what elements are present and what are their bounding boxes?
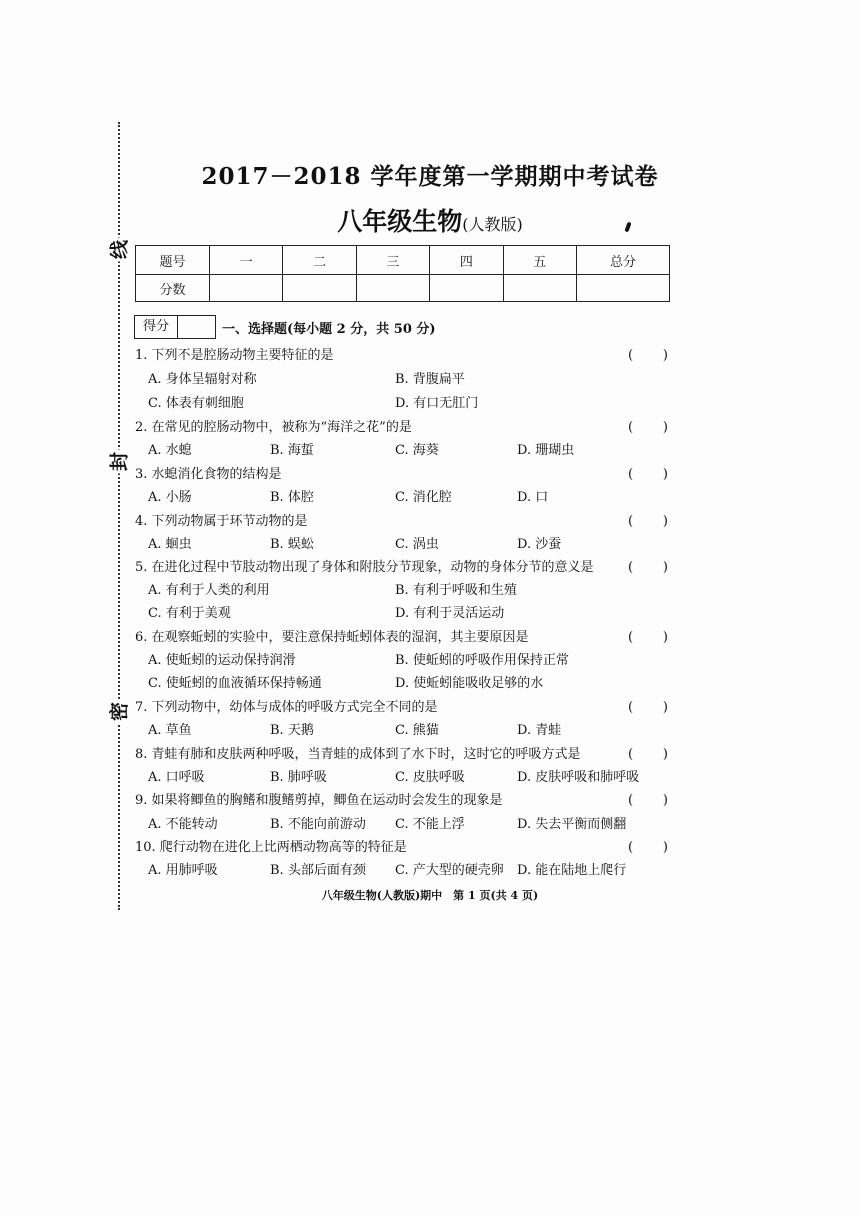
section-score-label: 得分 xyxy=(135,316,178,338)
answer-option: C. 熊猫 xyxy=(395,723,439,738)
option-row xyxy=(0,370,860,390)
edition-label: (人教版) xyxy=(462,215,523,234)
answer-option: C. 不能上浮 xyxy=(395,817,465,832)
question-stem-line xyxy=(0,558,860,578)
question-stem: 1. 下列不是腔肠动物主要特征的是 xyxy=(135,348,334,363)
score-table-header-row xyxy=(136,246,670,275)
answer-option: C. 使蚯蚓的血液循环保持畅通 xyxy=(148,676,322,691)
subject-name: 八年级生物 xyxy=(337,207,463,236)
answer-option: A. 口呼吸 xyxy=(148,770,205,785)
score-cell[interactable] xyxy=(503,275,576,302)
answer-option: B. 背腹扁平 xyxy=(395,372,465,387)
answer-option: A. 有利于人类的利用 xyxy=(148,583,270,598)
answer-option: C. 皮肤呼吸 xyxy=(395,770,465,785)
binding-mark-xian: 线 xyxy=(105,238,132,262)
question-stem: 9. 如果将鲫鱼的胸鳍和腹鳍剪掉，鲫鱼在运动时会发生的现象是 xyxy=(135,793,503,808)
answer-option: B. 头部后面有颈 xyxy=(270,863,366,878)
option-row xyxy=(0,488,860,508)
question-stem-line xyxy=(0,465,860,485)
answer-option: C. 海葵 xyxy=(395,443,439,458)
score-label: 分数 xyxy=(136,275,210,302)
answer-option: B. 体腔 xyxy=(270,490,314,505)
answer-option: A. 蛔虫 xyxy=(148,537,192,552)
answer-option: D. 失去平衡而侧翻 xyxy=(517,817,627,832)
score-cell[interactable] xyxy=(430,275,503,302)
option-row xyxy=(0,394,860,414)
question-stem: 8. 青蛙有肺和皮肤两种呼吸，当青蛙的成体到了水下时，这时它的呼吸方式是 xyxy=(135,747,581,762)
option-row xyxy=(0,441,860,461)
question-stem-line xyxy=(0,791,860,811)
answer-option: A. 小肠 xyxy=(148,490,192,505)
binding-mark-mi: 密 xyxy=(105,700,132,724)
option-row xyxy=(0,604,860,624)
answer-option: B. 使蚯蚓的呼吸作用保持正常 xyxy=(395,653,569,668)
score-col-4: 四 xyxy=(430,246,503,275)
answer-option: C. 消化腔 xyxy=(395,490,452,505)
score-table-score-row xyxy=(136,275,670,302)
answer-option: B. 有利于呼吸和生殖 xyxy=(395,583,517,598)
question-stem-line xyxy=(0,418,860,438)
answer-option: C. 有利于美观 xyxy=(148,606,231,621)
question-stem: 5. 在进化过程中节肢动物出现了身体和附肢分节现象，动物的身体分节的意义是 xyxy=(135,560,594,575)
section-heading: 一、选择题(每小题 2 分，共 50 分) xyxy=(222,322,436,337)
question-stem: 7. 下列动物中，幼体与成体的呼吸方式完全不同的是 xyxy=(135,700,438,715)
exam-subtitle xyxy=(0,202,860,238)
question-stem: 3. 水螅消化食物的结构是 xyxy=(135,467,282,482)
section-score-cell[interactable] xyxy=(178,316,215,338)
answer-option: A. 身体呈辐射对称 xyxy=(148,372,257,387)
answer-option: D. 口 xyxy=(517,490,549,505)
score-table xyxy=(135,245,670,302)
question-stem-line xyxy=(0,346,860,366)
answer-option: A. 不能转动 xyxy=(148,817,218,832)
question-stem-line xyxy=(0,698,860,718)
question-stem: 10. 爬行动物在进化上比两栖动物高等的特征是 xyxy=(135,840,407,855)
answer-option: C. 涡虫 xyxy=(395,537,439,552)
question-stem-line xyxy=(0,512,860,532)
score-col-5: 五 xyxy=(503,246,576,275)
score-col-2: 二 xyxy=(283,246,356,275)
score-cell[interactable] xyxy=(577,275,670,302)
option-row xyxy=(0,815,860,835)
answer-option: A. 使蚯蚓的运动保持润滑 xyxy=(148,653,296,668)
question-stem: 4. 下列动物属于环节动物的是 xyxy=(135,514,308,529)
answer-option: D. 珊瑚虫 xyxy=(517,443,575,458)
score-col-3: 三 xyxy=(356,246,429,275)
answer-option: B. 天鹅 xyxy=(270,723,314,738)
option-row xyxy=(0,768,860,788)
question-stem: 2. 在常见的腔肠动物中，被称为“海洋之花”的是 xyxy=(135,420,412,435)
binding-mark-feng: 封 xyxy=(105,450,132,474)
option-row xyxy=(0,721,860,741)
answer-option: D. 使蚯蚓能吸收足够的水 xyxy=(395,676,544,691)
question-stem-line xyxy=(0,628,860,648)
score-col-1: 一 xyxy=(210,246,283,275)
question-stem-line xyxy=(0,838,860,858)
answer-option: D. 有口无肛门 xyxy=(395,396,479,411)
answer-option: D. 沙蚕 xyxy=(517,537,562,552)
answer-option: C. 产大型的硬壳卵 xyxy=(395,863,504,878)
answer-option: C. 体表有刺细胞 xyxy=(148,396,244,411)
exam-title: 2017－2018 学年度第一学期期中考试卷 xyxy=(201,163,659,190)
score-cell[interactable] xyxy=(283,275,356,302)
answer-option: A. 水螅 xyxy=(148,443,192,458)
option-row xyxy=(0,535,860,555)
answer-option: B. 海蜇 xyxy=(270,443,314,458)
score-col-total: 总分 xyxy=(577,246,670,275)
answer-option: D. 能在陆地上爬行 xyxy=(517,863,627,878)
question-number-label: 题号 xyxy=(136,246,210,275)
answer-option: B. 不能向前游动 xyxy=(270,817,366,832)
answer-option: D. 皮肤呼吸和肺呼吸 xyxy=(517,770,640,785)
question-stem: 6. 在观察蚯蚓的实验中，要注意保持蚯蚓体表的湿润，其主要原因是 xyxy=(135,630,529,645)
section-score-box xyxy=(134,315,216,339)
option-row xyxy=(0,581,860,601)
score-cell[interactable] xyxy=(210,275,283,302)
option-row xyxy=(0,651,860,671)
answer-option: D. 有利于灵活运动 xyxy=(395,606,505,621)
question-stem-line xyxy=(0,745,860,765)
answer-option: B. 肺呼吸 xyxy=(270,770,327,785)
score-cell[interactable] xyxy=(356,275,429,302)
answer-option: A. 用肺呼吸 xyxy=(148,863,218,878)
option-row xyxy=(0,674,860,694)
option-row xyxy=(0,861,860,881)
answer-option: A. 草鱼 xyxy=(148,723,192,738)
page-footer: 八年级生物(人教版)期中 第 1 页(共 4 页) xyxy=(321,889,539,902)
answer-option: D. 青蛙 xyxy=(517,723,562,738)
answer-option: B. 蜈蚣 xyxy=(270,537,314,552)
